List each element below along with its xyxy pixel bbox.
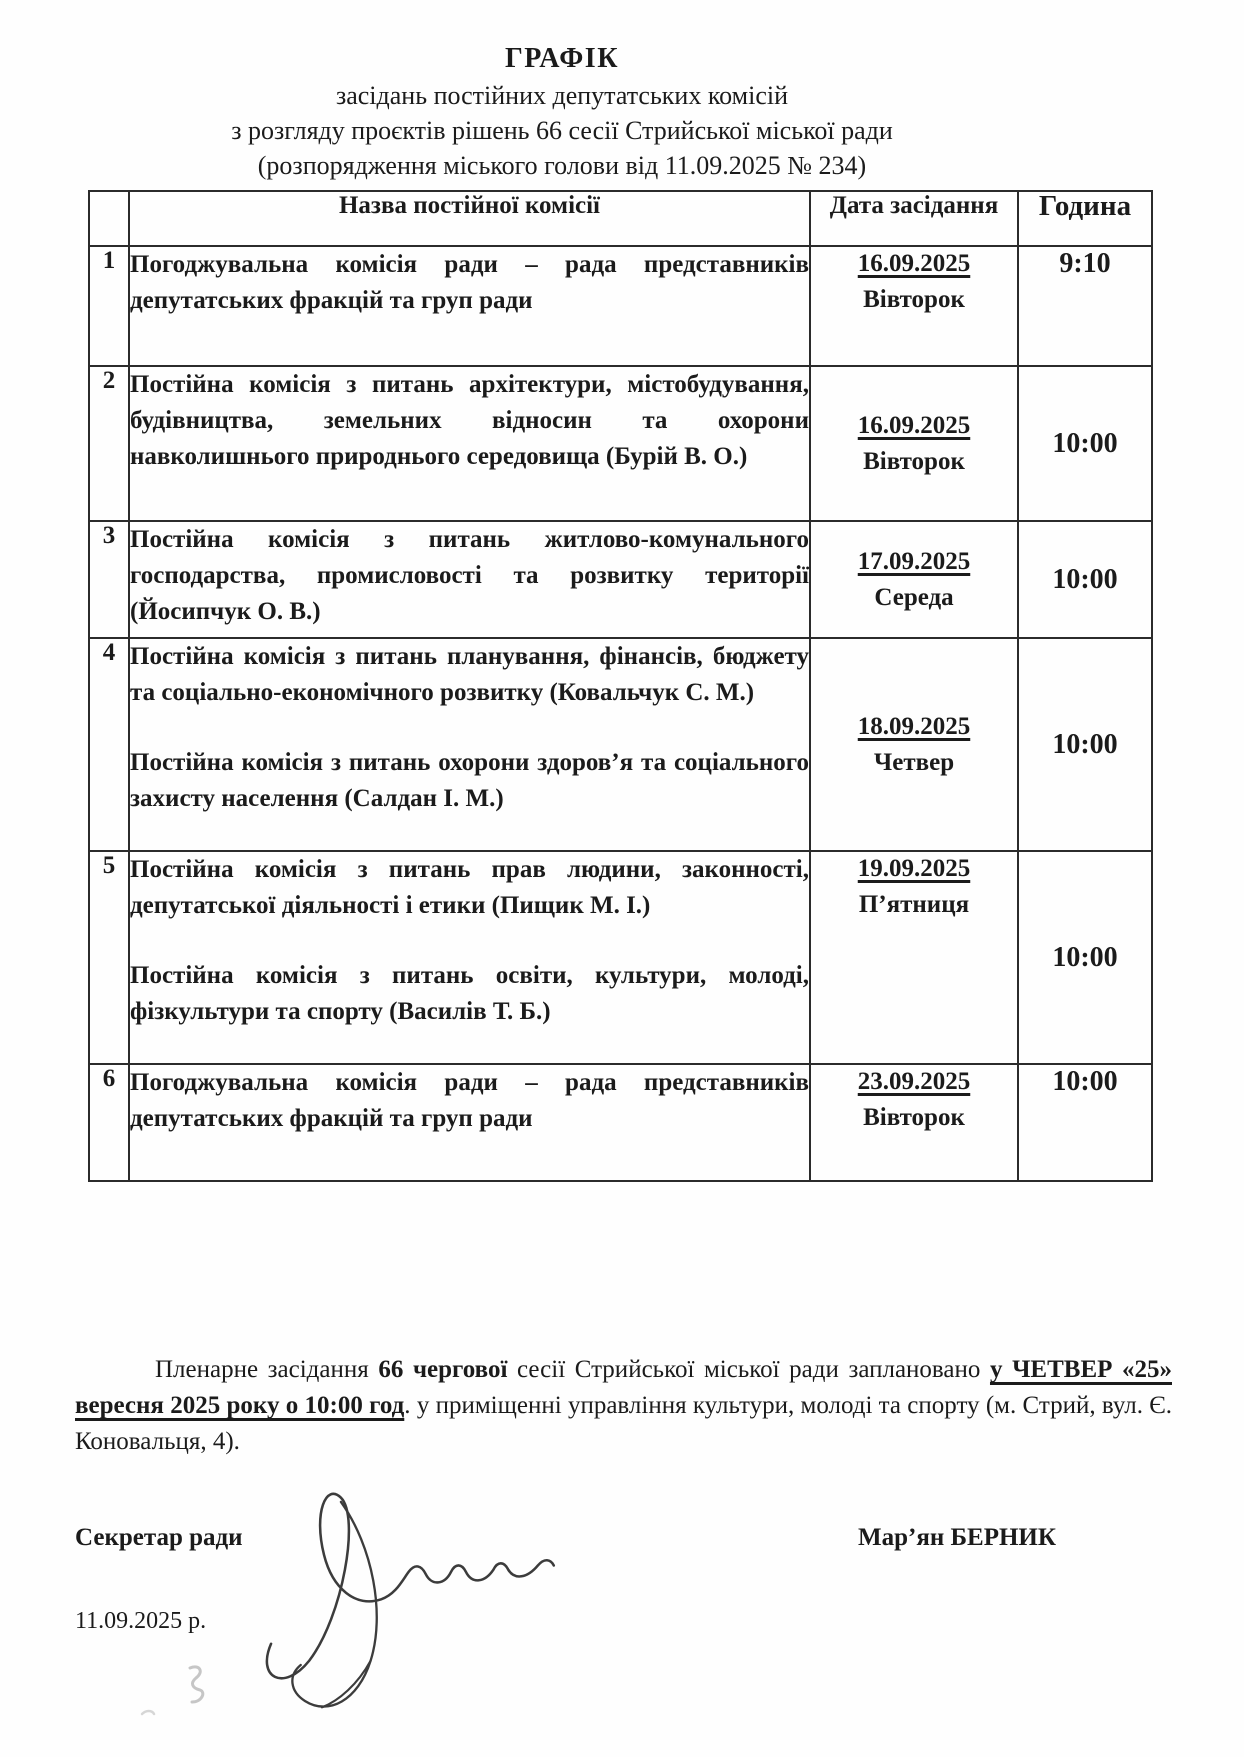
meeting-time-cell — [1018, 521, 1152, 638]
closing-paragraph — [75, 1352, 1172, 1460]
meeting-time: 10:00 — [1052, 1066, 1118, 1097]
closing-text-segment: у ЧЕТВЕР «25» вересня 2025 року о 10:00 год — [75, 1356, 1172, 1419]
document-title: ГРАФІК — [504, 43, 620, 74]
meeting-date-cell — [810, 851, 1018, 1064]
commission-description: Постійна комісія з питань архітектури, містобудування, будівництва, земельних відносин та охорони навколишнього природнього середовища (Бурій В. О.) — [130, 371, 809, 470]
document-date: 11.09.2025 р. — [75, 1608, 207, 1634]
closing-text-segment: . у приміщенні управління культури, молоді та спорту (м. Стрий, вул. Є. Коновальця, 4). — [75, 1392, 1172, 1455]
row-number: 3 — [89, 521, 129, 638]
table-row — [89, 1064, 1152, 1181]
header-number — [89, 191, 129, 246]
meeting-date: 23.09.2025 — [857, 1068, 971, 1095]
row-number: 5 — [89, 851, 129, 1064]
meeting-time: 9:10 — [1059, 248, 1111, 279]
meeting-weekday: Середа — [874, 583, 954, 611]
meeting-date-cell — [810, 246, 1018, 366]
table-row — [89, 366, 1152, 521]
commission-name-cell — [129, 1064, 810, 1181]
commission-description: Постійна комісія з питань освіти, культури, молоді, фізкультури та спорту (Василів Т. Б.) — [130, 962, 809, 1025]
commission-name-cell — [129, 521, 810, 638]
meeting-time-cell — [1018, 366, 1152, 521]
meeting-weekday: Вівторок — [863, 1104, 965, 1131]
row-number: 1 — [89, 246, 129, 366]
commission-description: Постійна комісія з питань житлово-комунального господарства, промисловості та розвитку території (Йосипчук О. В.) — [130, 526, 809, 625]
meeting-date-cell — [810, 638, 1018, 851]
row-number: 4 — [89, 638, 129, 851]
subtitle-line-1: засідань постійних депутатських комісій — [335, 81, 789, 110]
commission-description: Погоджувальна комісія ради – рада представників депутатських фракцій та груп ради — [130, 1069, 809, 1132]
table-row — [89, 851, 1152, 1064]
commission-description: Постійна комісія з питань планування, фінансів, бюджету та соціально-економічного розвитку (Ковальчук С. М.) — [130, 643, 809, 706]
meeting-time: 10:00 — [1052, 427, 1118, 459]
meeting-weekday: П’ятниця — [858, 891, 970, 918]
commission-description: Постійна комісія з питань охорони здоров’я та соціального захисту населення (Салдан І. М.) — [130, 749, 809, 812]
meeting-time-cell — [1018, 246, 1152, 366]
closing-text-segment: сесії Стрийської міської ради заплановано — [507, 1356, 990, 1383]
meeting-weekday: Вівторок — [863, 447, 965, 475]
meeting-date-cell — [810, 1064, 1018, 1181]
meeting-time-cell — [1018, 638, 1152, 851]
meeting-time: 10:00 — [1052, 728, 1118, 760]
header-commission-name: Назва постійної комісії — [129, 191, 810, 246]
meeting-time-cell — [1018, 851, 1152, 1064]
meeting-date: 17.09.2025 — [857, 547, 971, 575]
row-number: 6 — [89, 1064, 129, 1181]
meeting-time-cell — [1018, 1064, 1152, 1181]
table-header-row — [89, 191, 1152, 246]
subtitle-line-3: (розпорядження міського голови від 11.09.2025 № 234) — [257, 151, 867, 180]
meeting-date: 16.09.2025 — [857, 411, 971, 439]
closing-text-segment: 66 чергової — [378, 1356, 508, 1383]
commission-name-cell — [129, 246, 810, 366]
secretary-name: Мар’ян БЕРНИК — [858, 1524, 1056, 1551]
header-meeting-date: Дата засідання — [810, 191, 1018, 246]
meeting-date: 18.09.2025 — [857, 712, 971, 740]
row-number: 2 — [89, 366, 129, 521]
meeting-date: 19.09.2025 — [857, 855, 971, 882]
meeting-weekday: Четвер — [873, 748, 955, 776]
commission-name-cell — [129, 851, 810, 1064]
commission-description: Погоджувальна комісія ради – рада представників депутатських фракцій та груп ради — [130, 251, 809, 314]
secretary-title: Секретар ради — [75, 1524, 243, 1551]
meeting-time: 10:00 — [1052, 563, 1118, 595]
meeting-date-cell — [810, 521, 1018, 638]
commission-name-cell — [129, 366, 810, 521]
signature-image — [252, 1452, 612, 1717]
closing-text-segment: Пленарне засідання — [155, 1356, 379, 1383]
meeting-weekday: Вівторок — [863, 286, 965, 313]
commission-name-cell — [129, 638, 810, 851]
table-row — [89, 246, 1152, 366]
subtitle-line-2: з розгляду проєктів рішень 66 сесії Стрийської міської ради — [231, 116, 893, 145]
table-row — [89, 638, 1152, 851]
schedule-table — [88, 190, 1153, 1182]
table-row — [89, 521, 1152, 638]
meeting-time: 10:00 — [1052, 941, 1118, 973]
commission-description: Постійна комісія з питань прав людини, законності, депутатської діяльності і етики (Пищик М. І.) — [130, 856, 809, 919]
meeting-date: 16.09.2025 — [857, 250, 971, 277]
title-block — [0, 40, 1124, 183]
meeting-date-cell — [810, 366, 1018, 521]
header-hour: Година — [1018, 191, 1152, 246]
scan-smudge — [128, 1650, 228, 1730]
